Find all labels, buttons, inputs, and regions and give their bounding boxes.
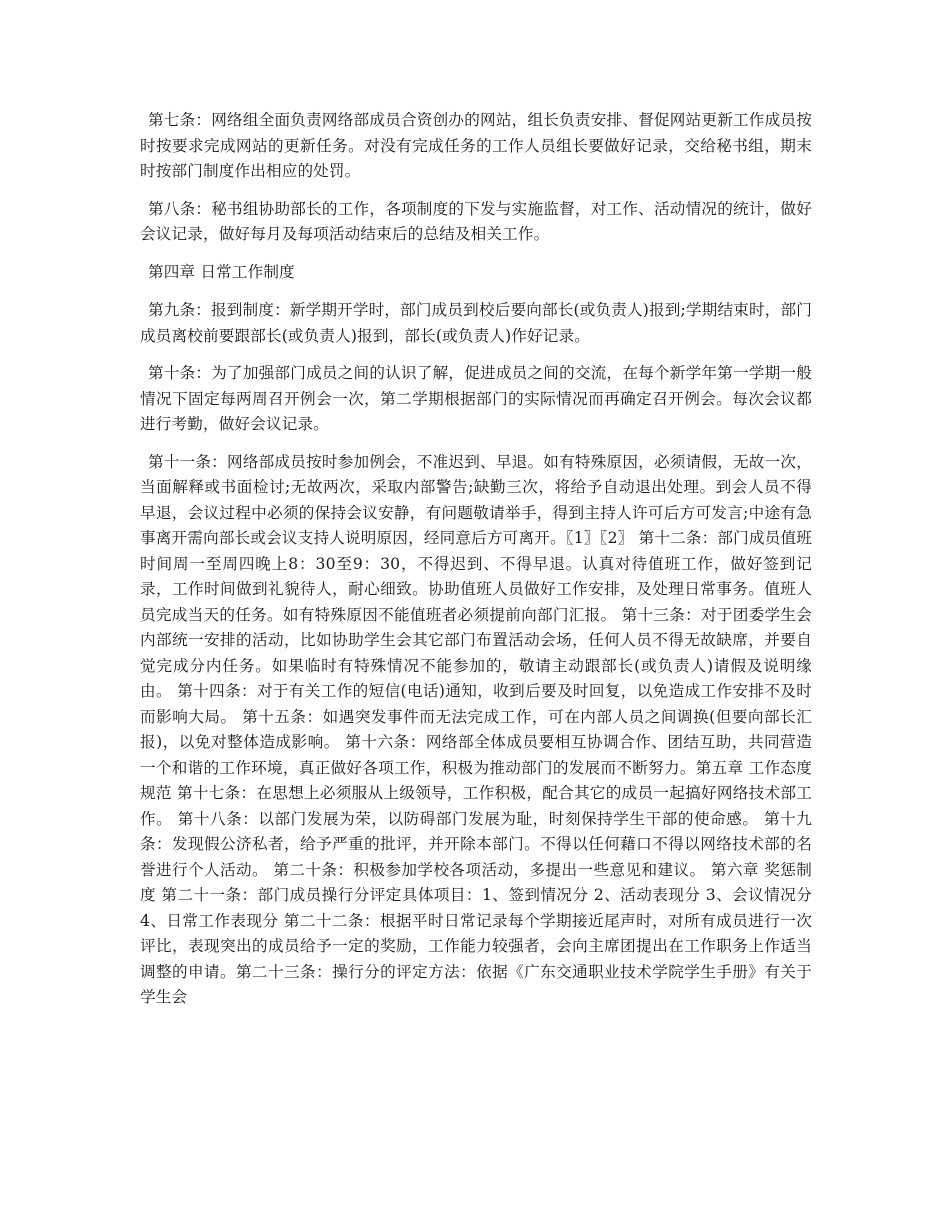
article-11-onward-paragraph: 第十一条：网络部成员按时参加例会，不准迟到、早退。如有特殊原因，必须请假，无故一次，当面解释或书面检讨;无故两次，采取内部警告;缺勤三次，将给予自动退出处理。到会人员不得早退，会议过程中必须的保持会议安静，有问题敬请举手，得到主持人许可后方可发言;中途有急事离开需向部长或会议支持人说明原因，经同意后方可离开。〖1〗〖2〗 第十二条：部门成员值班时间周一至周四晚上8：30至9：30，不得迟到、不得早退。认真对待值班工作，做好签到记录，工作时间做到礼貌待人，耐心细致。协助值班人员做好工作安排，及处理日常事务。值班人员完成当天的任务。如有特殊原因不能值班者必须提前向部门汇报。 第十三条：对于团委学生会内部统一安排的活动，比如协助学生会其它部门布置活动会场，任何人员不得无故缺席，并要自觉完成分内任务。如果临时有特殊情况不能参加的，敬请主动跟部长(或负责人)请假及说明缘由。 第十四条：对于有关工作的短信(电话)通知，收到后要及时回复，以免造成工作安排不及时而影响大局。 第十五条：如遇突发事件而无法完成工作，可在内部人员之间调换(但要向部长汇报)，以免对整体造成影响。 第十六条：网络部全体成员要相互协调合作、团结互助，共同营造一个和谐的工作环境，真正做好各项工作，积极为推动部门的发展而不断努力。第五章 工作态度规范 第十七条：在思想上必须服从上级领导，工作积极，配合其它的成员一起搞好网络技术部工作。 第十八条：以部门发展为荣，以防碍部门发展为耻，时刻保持学生干部的使命感。 第十九条：发现假公济私者，给予严重的批评，并开除本部门。不得以任何藉口不得以网络技术部的名誉进行个人活动。 第二十条：积极参加学校各项活动，多提出一些意见和建议。 第六章 奖惩制度 第二十一条：部门成员操行分评定具体项目：1、签到情况分 2、活动表现分 3、会议情况分 4、日常工作表现分 第二十二条：根据平时日常记录每个学期接近尾声时，对所有成员进行一次评比，表现突出的成员给予一定的奖励，工作能力较强者，会向主席团提出在工作职务上作适当调整的申请。第二十三条：操行分的评定方法：依据《广东交通职业技术学院学生手册》有关于学生会 [140,452,812,1006]
document-page [140,108,812,1011]
chapter-4-heading: 第四章 日常工作制度 [148,262,295,281]
article-7-paragraph: 第七条：网络组全面负责网络部成员合资创办的网站，组长负责安排、督促网站更新工作成员按时按要求完成网站的更新任务。对没有完成任务的工作人员组长要做好记录，交给秘书组，期末时按部门制度作出相应的处罚。 [140,111,812,180]
article-10-paragraph: 第十条：为了加强部门成员之间的认识了解，促进成员之间的交流，在每个新学年第一学期一般情况下固定每两周召开例会一次，第二学期根据部门的实际情况而再确定召开例会。每次会议都进行考勤，做好会议记录。 [140,364,812,433]
article-8-paragraph: 第八条：秘书组协助部长的工作，各项制度的下发与实施监督，对工作、活动情况的统计，做好会议记录，做好每月及每项活动结束后的总结及相关工作。 [140,199,812,243]
article-9-paragraph: 第九条：报到制度：新学期开学时，部门成员到校后要向部长(或负责人)报到;学期结束时，部门成员离校前要跟部长(或负责人)报到，部长(或负责人)作好记录。 [140,301,812,345]
